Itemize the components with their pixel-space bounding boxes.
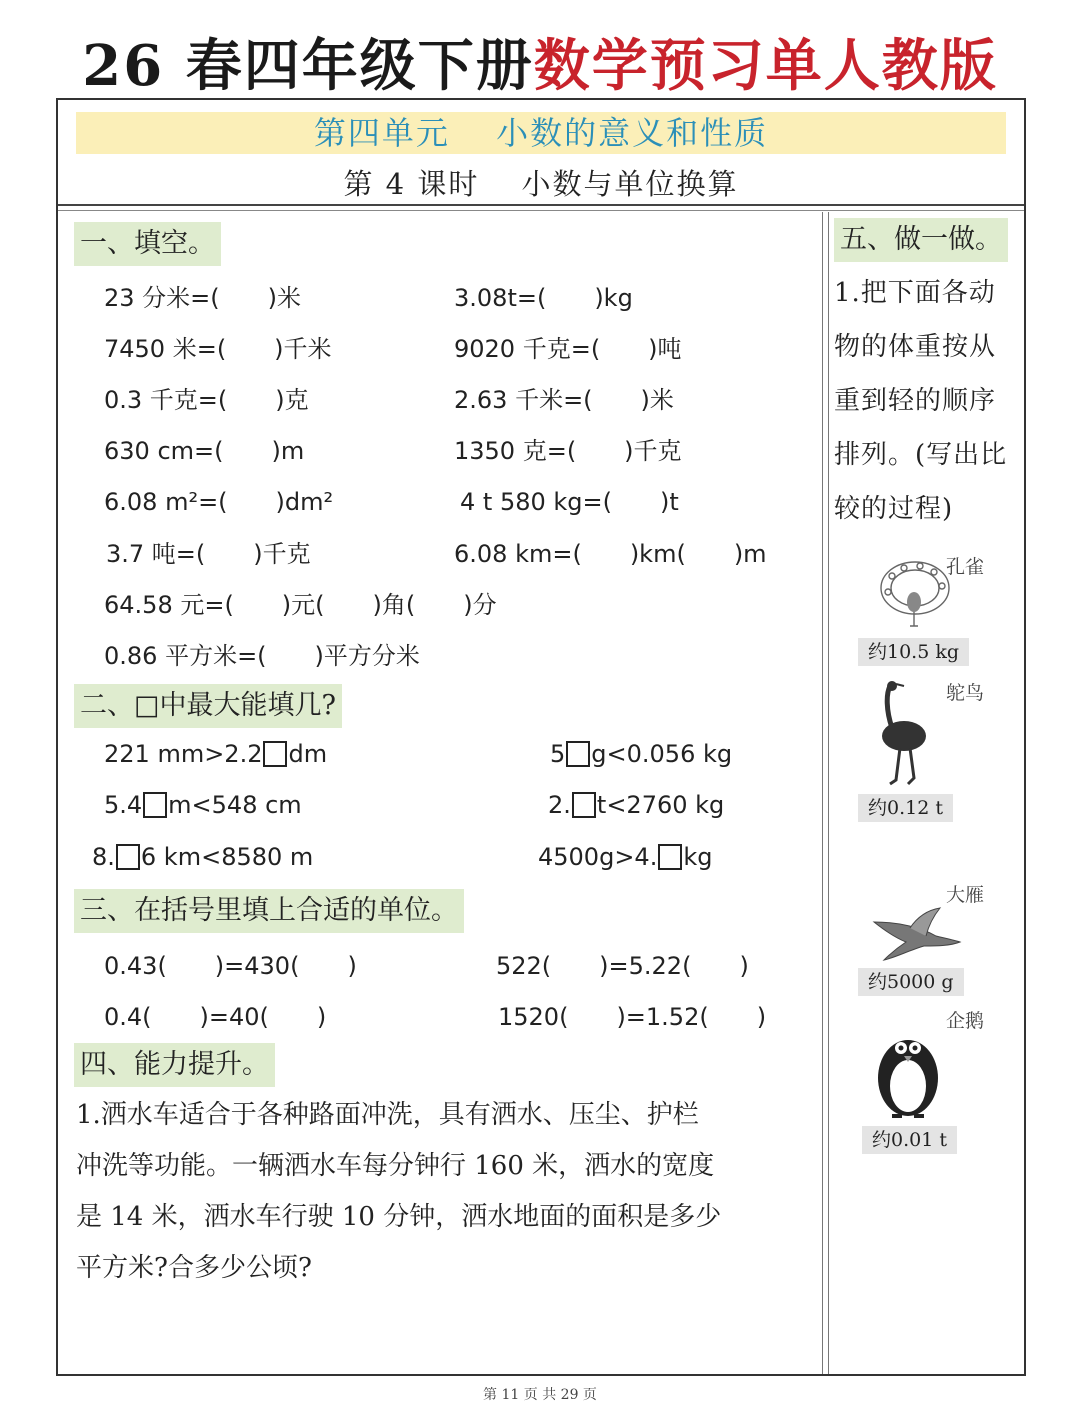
ostrich-icon bbox=[868, 680, 938, 790]
fill-item: 7450 米=( )千米 bbox=[104, 335, 332, 363]
answer-box[interactable] bbox=[116, 844, 140, 870]
compare-item: 221 mm>2.2 dm bbox=[104, 740, 328, 768]
section2-heading: 二、□中最大能填几? bbox=[74, 684, 342, 728]
compare-item: 5 g<0.056 kg bbox=[550, 740, 733, 768]
fill-item: 0.3 千克=( )克 bbox=[104, 386, 309, 414]
unit-item: 0.43( )=430( ) bbox=[104, 952, 357, 980]
fill-item: 9020 千克=( )吨 bbox=[454, 335, 682, 363]
page-title bbox=[0, 22, 1080, 102]
section5-instructions: 1.把下面各动 物的体重按从 重到轻的顺序 排列。(写出比 较的过程) bbox=[834, 278, 1008, 524]
header-divider-thin bbox=[58, 210, 1024, 211]
weight-label: 约0.12 t bbox=[858, 794, 953, 822]
worksheet-frame bbox=[56, 98, 1026, 1376]
unit-title: 第四单元 小数的意义和性质 bbox=[313, 114, 769, 152]
section3-heading: 三、在括号里填上合适的单位。 bbox=[74, 889, 464, 933]
animal-name: 鸵鸟 bbox=[946, 682, 985, 704]
answer-box[interactable] bbox=[572, 792, 596, 818]
weight-label: 约0.01 t bbox=[862, 1126, 957, 1154]
fill-item: 2.63 千米=( )米 bbox=[454, 386, 674, 414]
animal-name: 企鹅 bbox=[946, 1010, 985, 1032]
animal-name: 孔雀 bbox=[946, 556, 985, 578]
unit-item: 0.4( )=40( ) bbox=[104, 1003, 327, 1031]
lesson-title: 第 4 课时 小数与单位换算 bbox=[343, 167, 739, 201]
answer-box[interactable] bbox=[263, 741, 287, 767]
fill-item: 64.58 元=( )元( )角( )分 bbox=[104, 591, 497, 619]
fill-item: 6.08 m²=( )dm² bbox=[104, 488, 334, 516]
header-divider bbox=[58, 204, 1024, 206]
fill-item: 630 cm=( )m bbox=[104, 437, 305, 465]
weight-label: 约5000 g bbox=[858, 968, 964, 996]
unit-item: 1520( )=1.52( ) bbox=[498, 1003, 767, 1031]
column-divider-2 bbox=[828, 212, 829, 1374]
fill-item: 1350 克=( )千克 bbox=[454, 437, 682, 465]
section1-heading: 一、填空。 bbox=[74, 222, 221, 266]
compare-item: 8. 6 km<8580 m bbox=[92, 843, 314, 871]
wild-goose-icon bbox=[870, 906, 962, 962]
penguin-icon bbox=[868, 1026, 948, 1122]
compare-item: 4500g>4. kg bbox=[538, 843, 713, 871]
answer-box[interactable] bbox=[658, 844, 682, 870]
unit-item: 522( )=5.22( ) bbox=[496, 952, 749, 980]
word-problem: 1.洒水车适合于各种路面冲洗，具有洒水、压尘、护栏 冲洗等功能。一辆洒水车每分钟行 160 米，洒水的宽度 是 14 米，洒水车行驶 10 分钟，洒水地面的面积是多少 平方米?合多少公顷? bbox=[76, 1100, 722, 1283]
column-divider bbox=[822, 212, 823, 1374]
answer-box[interactable] bbox=[566, 741, 590, 767]
fill-item: 0.86 平方米=( )平方分米 bbox=[104, 642, 420, 670]
peacock-icon bbox=[870, 556, 960, 632]
weight-label: 约10.5 kg bbox=[858, 638, 969, 666]
fill-item: 6.08 km=( )km( )m bbox=[454, 540, 767, 568]
compare-item: 5.4 m<548 cm bbox=[104, 791, 302, 819]
section5-heading: 五、做一做。 bbox=[834, 218, 1008, 262]
fill-item: 3.7 吨=( )千克 bbox=[106, 540, 311, 568]
compare-item: 2. t<2760 kg bbox=[548, 791, 725, 819]
animal-name: 大雁 bbox=[946, 884, 985, 906]
fill-item: 23 分米=( )米 bbox=[104, 284, 302, 312]
section4-heading: 四、能力提升。 bbox=[74, 1043, 275, 1087]
answer-box[interactable] bbox=[143, 792, 167, 818]
fill-item: 3.08t=( )kg bbox=[454, 284, 633, 312]
page-footer: 第 11 页 共 29 页 bbox=[483, 1387, 597, 1403]
title-grade: 26 春四年级下册 bbox=[82, 33, 534, 99]
title-subject: 数学预习单人教版 bbox=[533, 33, 998, 99]
fill-item: 4 t 580 kg=( )t bbox=[460, 488, 679, 516]
